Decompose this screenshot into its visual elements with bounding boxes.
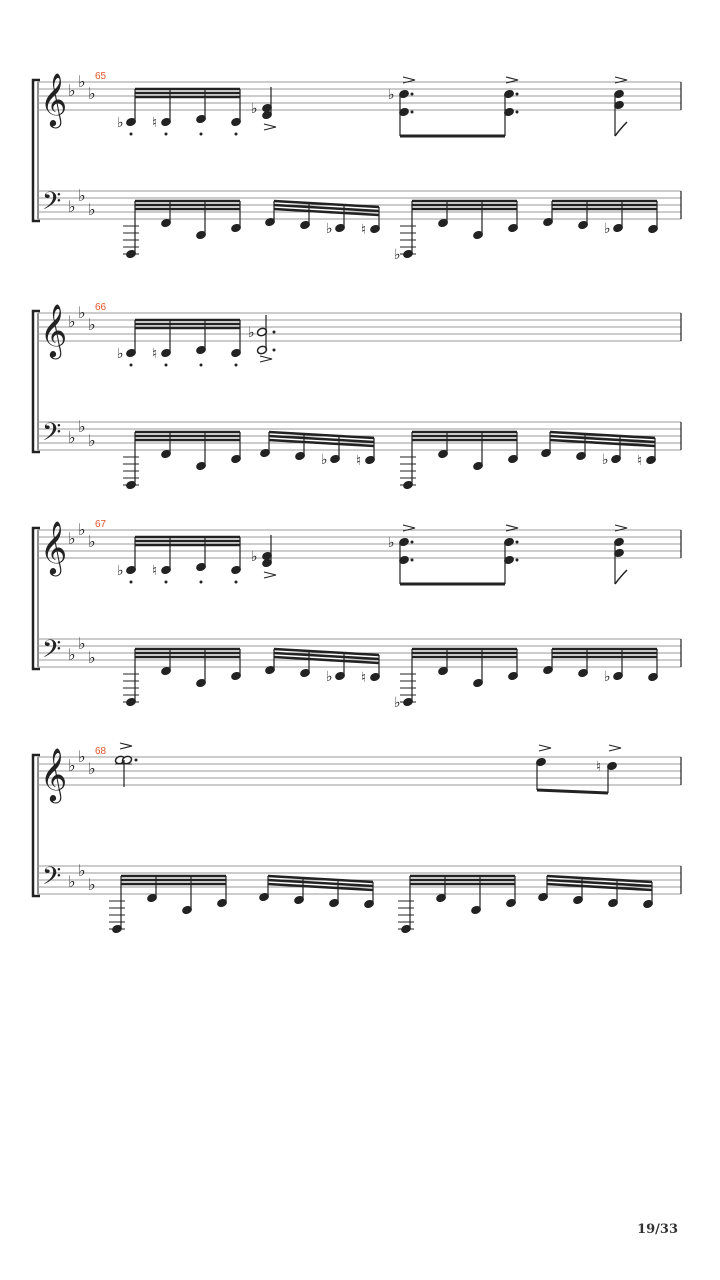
flat-sign: ♭ [68,197,76,216]
flat-sign: ♭ [394,247,401,263]
bass-beat [123,201,242,259]
sixteenth-group [111,876,227,934]
bass-clef: 𝄢 [42,862,62,897]
sixteenth-group [125,537,241,575]
system-bracket [33,755,40,896]
measure-number: 68 [95,746,107,757]
bass-beat [258,876,374,909]
system-65 [33,71,681,263]
system-67 [33,519,681,711]
flat-sign: ♭ [68,529,76,548]
flat-sign: ♭ [78,303,86,322]
bass-staff [38,186,681,263]
flat-sign: ♭ [326,669,333,685]
system-66 [33,302,681,490]
staccato-dot [235,133,238,136]
bass-clef: 𝄢 [42,418,62,453]
bass-beat [398,876,517,934]
natural-sign: ♮ [361,670,367,686]
staccato-dot [130,364,133,367]
flat-sign: ♭ [68,428,76,447]
flag [615,122,627,136]
sixteenth-group [542,201,658,234]
flat-sign: ♭ [68,872,76,891]
flag [615,570,627,584]
bass-beat [394,201,519,263]
sixteenth-group [537,876,653,909]
treble-staff [38,520,681,584]
flat-sign: ♭ [78,186,86,205]
flat-sign: ♭ [88,315,96,334]
system-bracket [33,311,40,452]
treble-voice [117,525,627,584]
flat-sign: ♭ [78,861,86,880]
flat-sign: ♭ [88,875,96,894]
natural-sign: ♮ [596,759,602,775]
staccato-dot [273,349,276,352]
sixteenth-group [542,649,658,682]
flat-sign: ♭ [117,115,124,131]
accent-mark [260,356,272,362]
natural-sign: ♮ [152,346,158,362]
system-68 [33,743,681,934]
sixteenth-group [125,320,241,358]
flat-sign: ♭ [68,645,76,664]
staccato-dot [200,581,203,584]
staccato-dot [516,93,519,96]
flat-sign: ♭ [88,431,96,450]
sixteenth-group [258,876,374,909]
staccato-dot [516,541,519,544]
flat-sign: ♭ [78,417,86,436]
flat-sign: ♭ [68,756,76,775]
treble-clef: 𝄞 [40,72,68,126]
treble-staff [38,303,681,367]
staccato-dot [165,581,168,584]
flat-sign: ♭ [388,535,395,551]
flat-sign: ♭ [88,84,96,103]
staccato-dot [165,133,168,136]
flat-sign: ♭ [321,452,328,468]
natural-sign: ♮ [356,453,362,469]
natural-sign: ♮ [637,453,643,469]
accent-mark [539,745,551,751]
sixteenth-group [402,649,518,707]
staccato-dot [200,133,203,136]
sixteenth-group [125,201,241,259]
measure-number: 65 [95,71,107,82]
bass-beat [109,876,228,934]
flat-sign: ♭ [78,520,86,539]
bass-beat [537,876,653,909]
sixteenth-group [125,649,241,707]
staccato-dot [130,133,133,136]
treble-clef: 𝄞 [40,520,68,574]
flat-sign: ♭ [251,549,258,565]
accent-mark [264,124,276,130]
bass-staff [38,417,681,490]
staccato-dot [235,581,238,584]
natural-sign: ♮ [361,222,367,238]
flat-sign: ♭ [117,563,124,579]
flat-sign: ♭ [88,648,96,667]
sixteenth-group [125,432,241,490]
staccato-dot [516,111,519,114]
flat-sign: ♭ [78,72,86,91]
treble-voice [117,77,627,136]
staccato-dot [235,364,238,367]
treble-staff [38,72,681,136]
staccato-dot [135,759,138,762]
accent-mark [264,572,276,578]
flat-sign: ♭ [251,101,258,117]
staccato-dot [411,93,414,96]
bass-clef: 𝄢 [42,635,62,670]
flat-sign: ♭ [248,325,255,341]
staccato-dot [165,364,168,367]
staccato-dot [411,111,414,114]
flat-sign: ♭ [604,221,611,237]
treble-staff [38,743,681,803]
sixteenth-group [400,876,516,934]
staccato-dot [411,541,414,544]
bass-clef: 𝄢 [42,187,62,222]
flat-sign: ♭ [604,669,611,685]
flat-sign: ♭ [394,695,401,711]
accent-mark [120,743,132,749]
flat-sign: ♭ [68,312,76,331]
natural-sign: ♮ [152,563,158,579]
flat-sign: ♭ [88,532,96,551]
flat-sign: ♭ [78,634,86,653]
flat-sign: ♭ [388,87,395,103]
flat-sign: ♭ [88,200,96,219]
treble-clef: 𝄞 [40,303,68,357]
natural-sign: ♮ [152,115,158,131]
sixteenth-group [402,432,518,490]
bass-staff [38,861,681,934]
sixteenth-group [402,201,518,259]
measure-number: 66 [95,302,107,313]
staccato-dot [411,559,414,562]
flat-sign: ♭ [326,221,333,237]
staccato-dot [516,559,519,562]
flat-sign: ♭ [117,346,124,362]
staccato-dot [130,581,133,584]
system-bracket [33,528,40,669]
bass-staff [38,634,681,711]
staccato-dot [273,331,276,334]
bass-beat [394,649,519,711]
bass-beat [123,649,242,707]
flat-sign: ♭ [78,747,86,766]
system-bracket [33,80,40,221]
measure-number: 67 [95,519,107,530]
flat-sign: ♭ [68,81,76,100]
page-number: 19/33 [637,1222,678,1237]
treble-clef: 𝄞 [40,747,68,801]
bass-beat [123,432,242,490]
accent-mark [609,745,621,751]
flat-sign: ♭ [88,759,96,778]
flat-sign: ♭ [602,452,609,468]
beam [537,790,608,793]
bass-beat [400,432,519,490]
sixteenth-group [125,89,241,127]
staccato-dot [200,364,203,367]
